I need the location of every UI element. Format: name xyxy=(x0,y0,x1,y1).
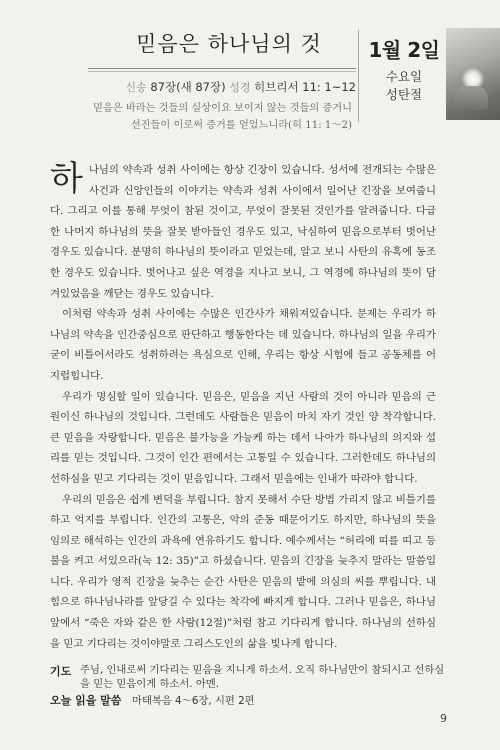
occasion: 성탄절 xyxy=(385,87,423,102)
hands-shape xyxy=(454,86,488,110)
page-number: 9 xyxy=(440,712,447,725)
scripture-label: 성경 xyxy=(229,81,251,94)
paragraph-1-text: 나님의 약속과 성취 사이에는 항상 긴장이 있습니다. 성서에 전개되는 수많은 사건과 신앙인들의 이야기는 약속과 성취 사이에서 일어난 긴장을 보여줍니다. 그리고 이를 통해 무엇이 참된 것이고, 무엇이 잘못된 것인가를 알려줍니다. 다급한 나머지 하나님의 뜻을 잘못 받아들인 경우도 있고, 낙심하여 믿음으로부터 벗어난 경우도 있습니다. 분명히 하나님의 뜻이라고 믿었는데, 알고 보니 사탄의 유혹에 동조한 경우도 있습니다. 벗어나고 싶은 역경을 지나고 보니, 그 역경에 하나님의 뜻이 담겨있었음을 깨닫는 경우도 있습니다. xyxy=(50,164,436,300)
devotional-body xyxy=(50,160,436,654)
drop-cap: 하 xyxy=(50,159,83,199)
weekday: 수요일 xyxy=(385,69,423,84)
date xyxy=(364,34,444,63)
date-day: 2일 xyxy=(407,38,440,62)
reading-text: 마태복음 4～6장, 시편 2편 xyxy=(132,695,255,707)
date-block xyxy=(364,34,444,103)
key-verse-line-1: 믿음은 바라는 것들의 실상이요 보이지 않는 것들의 증거니 xyxy=(93,103,352,114)
prayer-label: 기도 xyxy=(50,665,72,678)
paragraph-4: 우리의 믿음은 쉽게 변덕을 부립니다. 참지 못해서 수단 방법 가리지 않고 비틀기를 하고 억지를 부립니다. 인간의 고통은, 악의 준동 때문이기도 하지만, 하나님의 뜻을 임의로 해석하는 인간의 과욕에 연유하기도 합니다. 예수께서는 “허리에 띠를 띠고 등불을 켜고 서있으라(눅 12: 35)”고 하셨습니다. 믿음의 긴장을 늦추지 말라는 말씀입니다. 우리가 영적 긴장을 늦추는 순간 사탄은 믿음의 밭에 의심의 씨를 뿌립니다. 내 힘으로 하나님나라를 앞당길 수 있다는 착각에 빠지게 합니다. 그러나 믿음은, 하나님 앞에서 “죽은 자와 같은 한 사람(12절)”처럼 참고 기다리게 합니다. 하나님의 선하심을 믿고 기다리는 것이야말로 그리스도인의 삶을 빛나게 합니다. xyxy=(50,493,436,650)
header-vertical-divider xyxy=(358,30,359,122)
hymn-value: 87장(새 87장) xyxy=(150,80,226,94)
page-title: 믿음은 하나님의 것 xyxy=(136,32,322,56)
paragraph-2: 이처럼 약속과 성취 사이에는 수많은 인간사가 채워져있습니다. 문제는 우리가 하나님의 약속을 인간중심으로 판단하고 행동한다는 데 있습니다. 하나님의 일을 우리가 굳이 비틀어서라도 성취하려는 욕심으로 인해, 우리는 항상 시험에 들고 공동체를 어지럽힙니다. xyxy=(50,308,436,382)
title-divider-secondary xyxy=(88,71,356,72)
date-month: 1월 xyxy=(368,38,401,62)
scripture-value: 히브리서 11: 1~12 xyxy=(254,80,356,94)
title-divider xyxy=(88,68,356,69)
hymn-label: 신송 xyxy=(125,81,147,94)
paragraph-1 xyxy=(50,160,436,304)
prayer-text: 주님, 인내로써 기다리는 믿음을 지니게 하소서. 오직 하나님만이 참되시고 선하심을 믿는 믿음이게 하소서. 아멘. xyxy=(80,664,445,690)
hymn-scripture-line xyxy=(88,79,356,95)
candle-photo xyxy=(446,28,500,120)
paragraph-3: 우리가 명심할 일이 있습니다. 믿음은, 믿음을 지닌 사람의 것이 아니라 믿음의 근원이신 하나님의 것입니다. 그런데도 사람들은 믿음이 마치 자기 것인 양 착각합니다. 큰 믿음을 자랑합니다. 믿음은 불가능을 가능케 하는 데서 나아가 하나님의 의지와 섭리를 믿는 것입니다. 그것이 인간 편에서는 고통일 수 있습니다. 그러한데도 하나님의 선하심을 믿고 기다리는 것이 믿음입니다. 그래서 믿음에는 인내가 따라야 합니다. xyxy=(50,390,436,485)
key-verse xyxy=(88,100,352,134)
key-verse-line-2: 선진들이 이로써 증거를 얻었느니라(히 11: 1～2) xyxy=(130,120,352,131)
reading-label: 오늘 읽을 말씀 xyxy=(50,694,122,707)
